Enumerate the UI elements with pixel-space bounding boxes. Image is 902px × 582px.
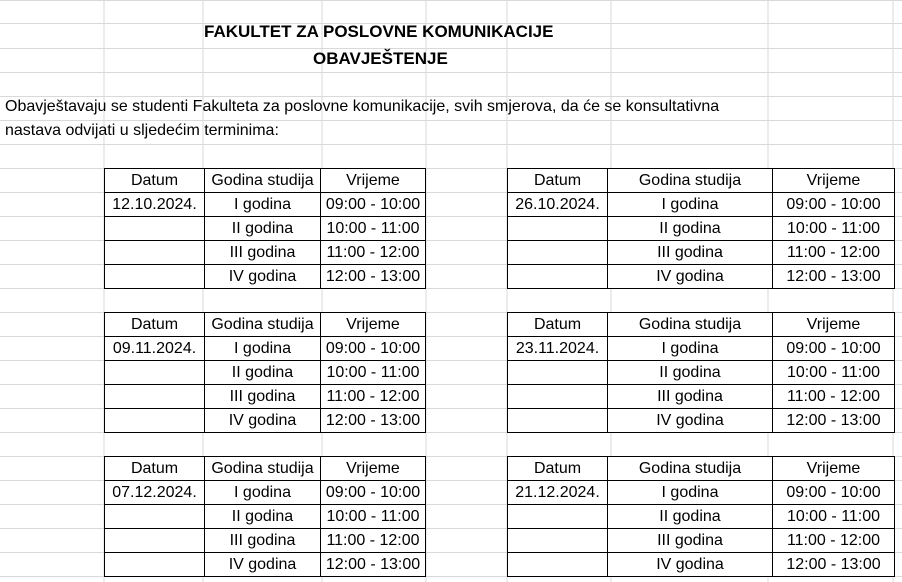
year-cell: IV godina [205, 265, 321, 289]
time-cell: 12:00 - 13:00 [773, 265, 895, 289]
header-time: Vrijeme [321, 313, 426, 337]
empty-date-cell [105, 505, 205, 529]
table-row [508, 385, 895, 409]
empty-date-cell [508, 217, 608, 241]
time-cell: 10:00 - 11:00 [773, 505, 895, 529]
header-date: Datum [105, 313, 205, 337]
header-time: Vrijeme [321, 457, 426, 481]
table-row [105, 409, 426, 433]
year-cell: IV godina [608, 409, 773, 433]
table-header-row [105, 313, 426, 337]
empty-date-cell [508, 529, 608, 553]
table-row [105, 361, 426, 385]
year-cell: II godina [205, 217, 321, 241]
year-cell: IV godina [205, 409, 321, 433]
time-cell: 11:00 - 12:00 [773, 529, 895, 553]
document-subtitle: OBAVJEŠTENJE [313, 49, 448, 68]
time-cell: 09:00 - 10:00 [773, 337, 895, 361]
date-cell: 23.11.2024. [508, 337, 608, 361]
schedule-table [104, 168, 426, 289]
table-row [508, 409, 895, 433]
table-header-row [105, 457, 426, 481]
time-cell: 11:00 - 12:00 [773, 241, 895, 265]
table-row [105, 481, 426, 505]
table-header-row [508, 313, 895, 337]
time-cell: 12:00 - 13:00 [321, 553, 426, 577]
table-row [105, 193, 426, 217]
empty-date-cell [105, 409, 205, 433]
empty-date-cell [508, 505, 608, 529]
table-row [105, 505, 426, 529]
header-year: Godina studija [608, 313, 773, 337]
header-year: Godina studija [205, 457, 321, 481]
year-cell: II godina [608, 217, 773, 241]
year-cell: III godina [205, 529, 321, 553]
time-cell: 09:00 - 10:00 [773, 481, 895, 505]
time-cell: 11:00 - 12:00 [321, 529, 426, 553]
time-cell: 09:00 - 10:00 [321, 337, 426, 361]
year-cell: I godina [608, 481, 773, 505]
table-header-row [508, 457, 895, 481]
table-row [508, 481, 895, 505]
table-row [508, 361, 895, 385]
header-year: Godina studija [608, 457, 773, 481]
empty-date-cell [105, 553, 205, 577]
document-title: FAKULTET ZA POSLOVNE KOMUNIKACIJE [204, 22, 554, 41]
table-row [105, 265, 426, 289]
empty-date-cell [508, 241, 608, 265]
schedule-table [104, 456, 426, 577]
header-year: Godina studija [205, 169, 321, 193]
table-row [508, 241, 895, 265]
year-cell: III godina [608, 385, 773, 409]
time-cell: 10:00 - 11:00 [321, 217, 426, 241]
time-cell: 12:00 - 13:00 [773, 553, 895, 577]
date-cell: 09.11.2024. [105, 337, 205, 361]
time-cell: 10:00 - 11:00 [321, 505, 426, 529]
table-row [105, 385, 426, 409]
time-cell: 12:00 - 13:00 [321, 409, 426, 433]
table-row [105, 217, 426, 241]
table-row [105, 337, 426, 361]
table-row [105, 241, 426, 265]
empty-date-cell [105, 217, 205, 241]
year-cell: II godina [205, 505, 321, 529]
header-year: Godina studija [608, 169, 773, 193]
table-row [508, 193, 895, 217]
year-cell: I godina [205, 337, 321, 361]
empty-date-cell [105, 265, 205, 289]
year-cell: I godina [608, 337, 773, 361]
table-row [508, 217, 895, 241]
table-row [508, 505, 895, 529]
header-date: Datum [508, 457, 608, 481]
intro-text-line-2: nastava odvijati u sljedećim terminima: [5, 122, 279, 139]
header-date: Datum [508, 169, 608, 193]
year-cell: III godina [205, 241, 321, 265]
time-cell: 11:00 - 12:00 [773, 385, 895, 409]
year-cell: III godina [608, 241, 773, 265]
header-date: Datum [508, 313, 608, 337]
empty-date-cell [105, 529, 205, 553]
table-row [105, 553, 426, 577]
schedule-table [507, 168, 895, 289]
table-row [508, 553, 895, 577]
header-year: Godina studija [205, 313, 321, 337]
time-cell: 09:00 - 10:00 [773, 193, 895, 217]
table-row [508, 265, 895, 289]
time-cell: 09:00 - 10:00 [321, 193, 426, 217]
time-cell: 09:00 - 10:00 [321, 481, 426, 505]
table-row [508, 337, 895, 361]
empty-date-cell [508, 265, 608, 289]
schedule-table [104, 312, 426, 433]
empty-date-cell [105, 385, 205, 409]
year-cell: IV godina [205, 553, 321, 577]
empty-date-cell [508, 385, 608, 409]
year-cell: I godina [205, 481, 321, 505]
empty-date-cell [105, 361, 205, 385]
intro-text-line-1: Obavještavaju se studenti Fakulteta za poslovne komunikacije, svih smjerova, da će se konsultativna [5, 98, 720, 115]
time-cell: 12:00 - 13:00 [773, 409, 895, 433]
header-date: Datum [105, 169, 205, 193]
table-row [508, 529, 895, 553]
header-date: Datum [105, 457, 205, 481]
header-time: Vrijeme [321, 169, 426, 193]
time-cell: 11:00 - 12:00 [321, 385, 426, 409]
table-header-row [105, 169, 426, 193]
year-cell: I godina [205, 193, 321, 217]
time-cell: 11:00 - 12:00 [321, 241, 426, 265]
time-cell: 10:00 - 11:00 [773, 361, 895, 385]
empty-date-cell [508, 361, 608, 385]
year-cell: I godina [608, 193, 773, 217]
year-cell: IV godina [608, 265, 773, 289]
table-row [105, 529, 426, 553]
header-time: Vrijeme [773, 169, 895, 193]
year-cell: II godina [205, 361, 321, 385]
date-cell: 26.10.2024. [508, 193, 608, 217]
header-time: Vrijeme [773, 457, 895, 481]
year-cell: III godina [608, 529, 773, 553]
empty-date-cell [508, 553, 608, 577]
header-time: Vrijeme [773, 313, 895, 337]
empty-date-cell [508, 409, 608, 433]
time-cell: 10:00 - 11:00 [321, 361, 426, 385]
time-cell: 12:00 - 13:00 [321, 265, 426, 289]
date-cell: 21.12.2024. [508, 481, 608, 505]
year-cell: III godina [205, 385, 321, 409]
date-cell: 07.12.2024. [105, 481, 205, 505]
year-cell: II godina [608, 361, 773, 385]
year-cell: IV godina [608, 553, 773, 577]
schedule-table [507, 312, 895, 433]
schedule-table [507, 456, 895, 577]
year-cell: II godina [608, 505, 773, 529]
date-cell: 12.10.2024. [105, 193, 205, 217]
empty-date-cell [105, 241, 205, 265]
table-header-row [508, 169, 895, 193]
time-cell: 10:00 - 11:00 [773, 217, 895, 241]
